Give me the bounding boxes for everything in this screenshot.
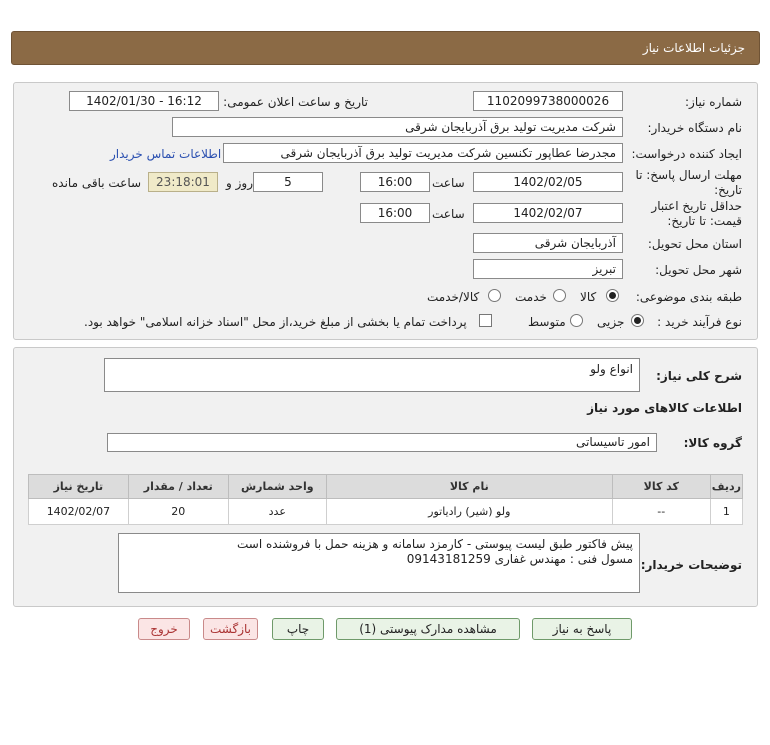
treasury-payment-note: پرداخت تمام یا بخشی از مبلغ خرید،از محل "اسناد خزانه اسلامی" خواهد بود.: [84, 315, 467, 329]
validity-time-field: 16:00: [360, 203, 430, 223]
col-item-code: کد کالا: [612, 475, 710, 499]
category-label: طبقه بندی موضوعی:: [635, 290, 742, 304]
send-time-field: 16:00: [360, 172, 430, 192]
buyer-org-field: شرکت مدیریت تولید برق آذربایجان شرقی: [172, 117, 623, 137]
validity-date-field: 1402/02/07: [473, 203, 623, 223]
process-radio-minor[interactable]: [631, 314, 644, 327]
back-button[interactable]: بازگشت: [203, 618, 258, 640]
col-unit: واحد شمارش: [228, 475, 326, 499]
category-option-service-label: خدمت: [515, 290, 547, 304]
cell-unit: عدد: [228, 499, 326, 525]
col-quantity: تعداد / مقدار: [128, 475, 228, 499]
category-radio-goods-service[interactable]: [488, 289, 501, 302]
process-type-label: نوع فرآیند خرید :: [657, 315, 742, 329]
reply-button[interactable]: پاسخ به نیاز: [532, 618, 632, 640]
delivery-province-label: استان محل تحویل:: [647, 237, 742, 251]
days-field: 5: [253, 172, 323, 192]
table-header-row: [29, 475, 743, 499]
cell-item-name: ولو (شیر) رادیاتور: [326, 499, 612, 525]
validity-time-label: ساعت: [432, 207, 465, 221]
category-radio-goods[interactable]: [606, 289, 619, 302]
need-number-field: 1102099738000026: [473, 91, 623, 111]
city-field: تبریز: [473, 259, 623, 279]
remaining-label: ساعت باقی مانده: [52, 176, 142, 190]
process-radio-medium[interactable]: [570, 314, 583, 327]
window-title-bar: [11, 31, 760, 65]
need-number-label: شماره نیاز:: [685, 95, 742, 109]
category-radio-service[interactable]: [553, 289, 566, 302]
buyer-notes-line-1: پیش فاکتور طبق لیست پیوستی - کارمزد سامانه و هزینه حمل با فروشنده است: [237, 537, 633, 551]
window-title: جزئیات اطلاعات نیاز: [642, 41, 745, 55]
view-attachments-button[interactable]: مشاهده مدارک پیوستی (1): [336, 618, 520, 640]
cell-need-date: 1402/02/07: [29, 499, 129, 525]
buyer-org-label: نام دستگاه خریدار:: [647, 121, 742, 135]
requester-field: مجدرضا عطاپور تکنسین شرکت مدیریت تولید برق آذربایجان شرقی: [223, 143, 623, 163]
process-option-medium-label: متوسط: [528, 315, 566, 329]
buyer-contact-link[interactable]: اطلاعات تماس خریدار: [110, 147, 222, 161]
print-button[interactable]: چاپ: [272, 618, 324, 640]
goods-info-title: اطلاعات کالاهای مورد نیاز: [587, 401, 742, 415]
announce-datetime-label: تاریخ و ساعت اعلان عمومی:: [223, 95, 368, 109]
day-and-label: روز و: [226, 176, 253, 190]
buyer-notes-field: [118, 533, 640, 593]
send-time-label: ساعت: [432, 176, 465, 190]
col-need-date: تاریخ نیاز: [29, 475, 129, 499]
treasury-payment-checkbox[interactable]: [479, 314, 492, 327]
send-date-field: 1402/02/05: [473, 172, 623, 192]
goods-group-label: گروه کالا:: [683, 436, 742, 450]
category-option-goods-service-label: کالا/خدمت: [427, 290, 480, 304]
description-field: انواع ولو: [104, 358, 640, 392]
col-row-number: ردیف: [710, 475, 742, 499]
exit-button[interactable]: خروج: [138, 618, 190, 640]
table-row: [29, 499, 743, 525]
goods-table: [28, 474, 743, 525]
buyer-notes-line-2: مسول فنی : مهندس غفاری 09143181259: [406, 552, 633, 566]
col-item-name: نام کالا: [326, 475, 612, 499]
requester-label: ایجاد کننده درخواست:: [631, 147, 742, 161]
province-field: آذربایجان شرقی: [473, 233, 623, 253]
process-option-minor-label: جزیی: [597, 315, 625, 329]
price-validity-label: حداقل تاریخ اعتبار قیمت: تا تاریخ:: [651, 199, 742, 228]
category-option-goods-label: کالا: [580, 290, 597, 304]
delivery-city-label: شهر محل تحویل:: [655, 263, 742, 277]
send-deadline-label: مهلت ارسال پاسخ: تا تاریخ:: [635, 168, 742, 197]
cell-quantity: 20: [128, 499, 228, 525]
cell-row-number: 1: [710, 499, 742, 525]
buyer-notes-label: توضیحات خریدار:: [640, 558, 742, 572]
description-label: شرح کلی نیاز:: [656, 369, 742, 383]
announce-datetime-field: 1402/01/30 - 16:12: [69, 91, 219, 111]
remaining-time-field: 23:18:01: [148, 172, 218, 192]
cell-item-code: --: [612, 499, 710, 525]
goods-group-field: امور تاسیساتی: [107, 433, 657, 452]
